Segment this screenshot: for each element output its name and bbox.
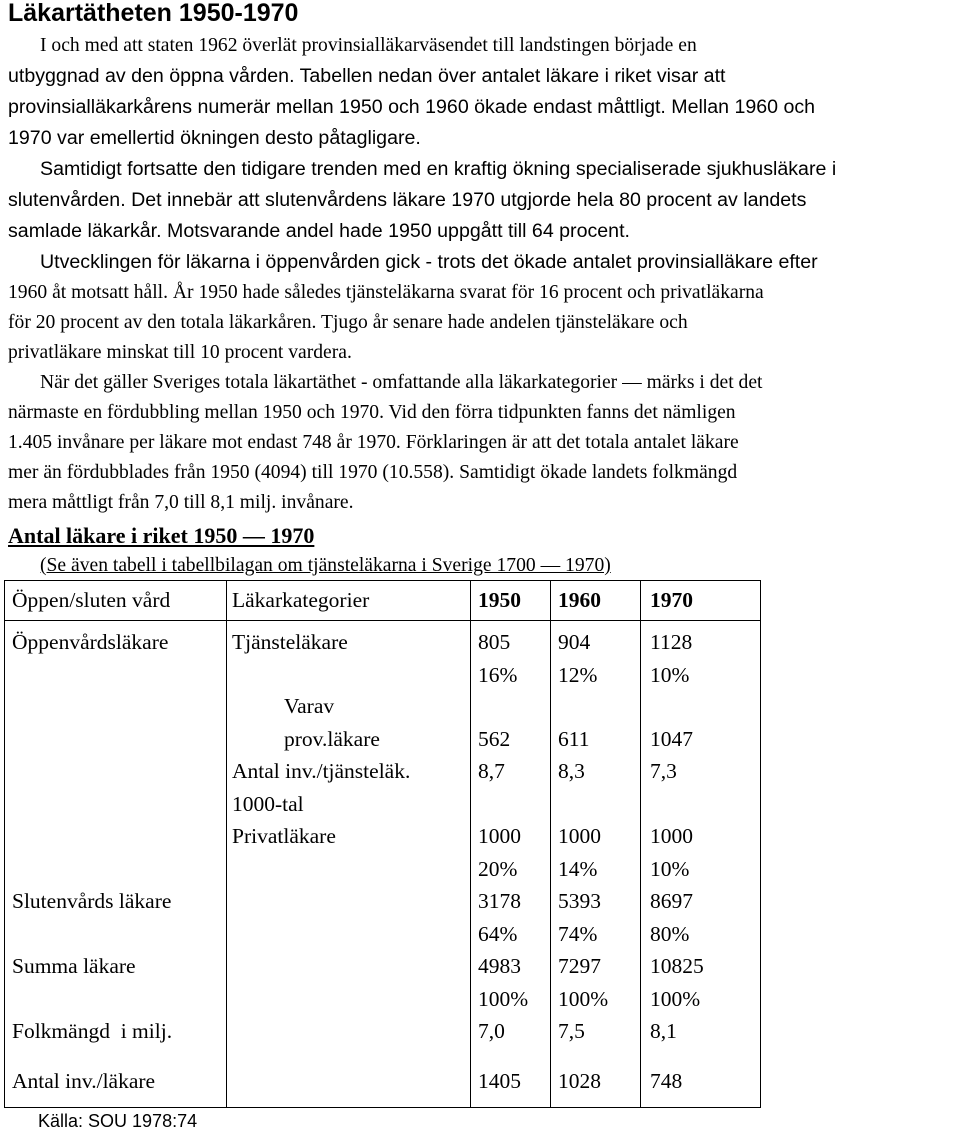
year-header-cell: 1960 (558, 588, 601, 612)
paragraph-line: 1960 åt motsatt håll. År 1950 hade således tjänsteläkarna svarat för 16 procent och privatläkarna (8, 282, 764, 303)
table-value-cell: 10825 100% (650, 954, 704, 1011)
table-group-cell: Slutenvårds läkare (12, 889, 172, 913)
table-value-cell: 1128 10% (650, 630, 693, 687)
paragraph-line: mer än fördubblades från 1950 (4094) till 1970 (10.558). Samtidigt ökade landets folkmängd (8, 462, 738, 483)
paragraph-line: provinsialläkarkårens numerär mellan 1950 och 1960 ökade endast måttligt. Mellan 1960 och (8, 96, 816, 118)
source-note: Källa: SOU 1978:74 (38, 1111, 198, 1131)
table-value-cell: 7,0 (478, 1019, 505, 1043)
paragraph-line: I och med att staten 1962 överlät provinsialläkarväsendet till landstingen började en (40, 35, 697, 56)
paragraph-line: Samtidigt fortsatte den tidigare trenden med en kraftig ökning specialiserade sjukhusläkare i (40, 158, 837, 180)
paragraph-line: 1970 var emellertid ökningen desto påtagligare. (8, 127, 421, 149)
table-category-cell: Varav prov.läkare (284, 694, 380, 751)
paragraph-line: 1.405 invånare per läkare mot endast 748 år 1970. Förklaringen är att det totala antalet läkare (8, 432, 739, 453)
table-group-cell: Antal inv./läkare (12, 1069, 156, 1093)
table-value-cell: 7297 100% (558, 954, 609, 1011)
table-value-cell: 562 (478, 727, 511, 751)
paragraph-line: utbyggnad av den öppna vården. Tabellen nedan över antalet läkare i riket visar att (8, 65, 726, 87)
body-text (8, 31, 954, 518)
table-value-cell: 1000 20% (478, 824, 521, 881)
table-header-cell: Öppen/sluten vård (12, 588, 171, 612)
paragraph-line: slutenvården. Det innebär att slutenvårdens läkare 1970 utgjorde hela 80 procent av landets (8, 189, 807, 211)
table-grid-line (4, 1107, 760, 1108)
table-value-cell: 8,3 (558, 759, 585, 783)
table-value-cell: 1000 14% (558, 824, 601, 881)
paragraph-line: mera måttligt från 7,0 till 8,1 milj. invånare. (8, 492, 354, 513)
table-value-cell: 7,3 (650, 759, 677, 783)
paragraph-line: Utvecklingen för läkarna i öppenvården gick - trots det ökade antalet provinsialläkare efter (40, 251, 818, 273)
table-value-cell: 5393 74% (558, 889, 601, 946)
table-value-cell: 8,7 (478, 759, 505, 783)
table-value-cell: 8697 80% (650, 889, 693, 946)
table-grid-line (640, 580, 641, 1108)
table-value-cell: 611 (558, 727, 590, 751)
doctor-count-table (4, 580, 760, 1108)
table-value-cell: 7,5 (558, 1019, 585, 1043)
table-subtitle: (Se även tabell i tabellbilagan om tjänsteläkarna i Sverige 1700 — 1970) (40, 555, 611, 576)
paragraph-line: När det gäller Sveriges totala läkartäthet - omfattande alla läkarkategorier — märks i det det (40, 372, 763, 393)
table-grid-line (550, 580, 551, 1108)
table-value-cell: 1047 (650, 727, 693, 751)
table-value-cell: 3178 64% (478, 889, 521, 946)
page-heading: Läkartätheten 1950-1970 (8, 0, 299, 27)
table-grid-line (4, 580, 760, 581)
table-header-cell: Läkarkategorier (232, 588, 370, 612)
year-header-cell: 1970 (650, 588, 693, 612)
table-value-cell: 1028 (558, 1069, 601, 1093)
year-header-cell: 1950 (478, 588, 521, 612)
table-group-cell: Summa läkare (12, 954, 136, 978)
table-value-cell: 1000 10% (650, 824, 693, 881)
table-category-cell: Antal inv./tjänsteläk. 1000-tal (232, 759, 411, 816)
table-category-cell: Tjänsteläkare (232, 630, 348, 654)
paragraph-2 (8, 154, 954, 247)
table-title: Antal läkare i riket 1950 — 1970 (8, 523, 315, 548)
paragraph-3 (8, 247, 954, 368)
table-category-cell: Privatläkare (232, 824, 336, 848)
table-value-cell: 904 12% (558, 630, 598, 687)
paragraph-4 (8, 368, 954, 518)
table-value-cell: 1405 (478, 1069, 521, 1093)
table-group-cell: Folkmängd i milj. (12, 1019, 173, 1043)
table-grid-line (760, 580, 761, 1108)
table-grid-line (4, 620, 760, 621)
paragraph-line: privatläkare minskat till 10 procent vardera. (8, 342, 352, 363)
table-grid-line (4, 580, 5, 1108)
paragraph-line: samlade läkarkår. Motsvarande andel hade 1950 uppgått till 64 procent. (8, 220, 630, 242)
table-value-cell: 748 (650, 1069, 683, 1093)
table-value-cell: 805 16% (478, 630, 518, 687)
table-group-cell: Öppenvårdsläkare (12, 630, 169, 654)
table-value-cell: 4983 100% (478, 954, 529, 1011)
table-grid-line (226, 580, 227, 1108)
table-grid-line (470, 580, 471, 1108)
paragraph-line: närmaste en fördubbling mellan 1950 och 1970. Vid den förra tidpunkten fanns det nämligen (8, 402, 736, 423)
paragraph-1 (8, 31, 954, 154)
table-value-cell: 8,1 (650, 1019, 677, 1043)
paragraph-line: för 20 procent av den totala läkarkåren. Tjugo år senare hade andelen tjänsteläkare och (8, 312, 688, 333)
